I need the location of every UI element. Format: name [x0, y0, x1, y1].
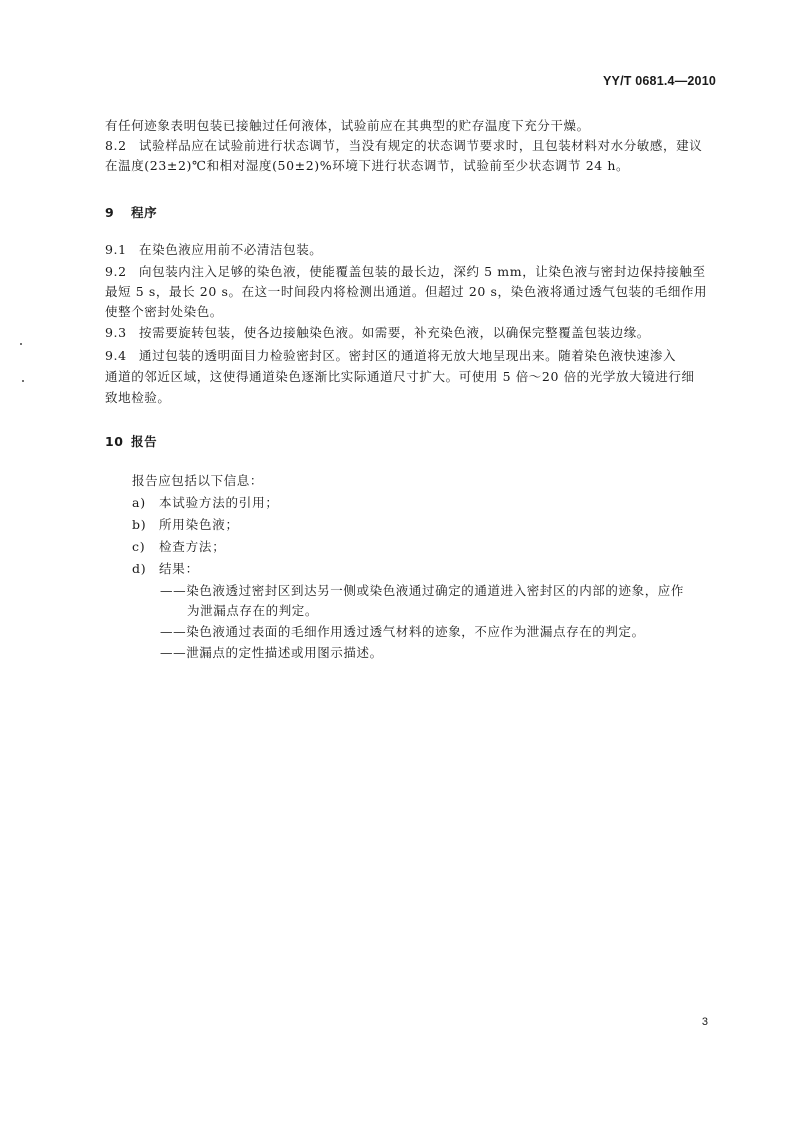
clause-number: 9.4	[105, 348, 127, 363]
list-item-text: 本试验方法的引用；	[159, 495, 279, 510]
clause-text: 试验样品应在试验前进行状态调节，当没有规定的状态调节要求时，且包装材料对水分敏感，建议	[139, 138, 703, 153]
clause-9-2	[105, 262, 717, 282]
clause-number: 9.1	[105, 242, 127, 257]
result-item: ——泄漏点的定性描述或用图示描述。	[160, 645, 383, 660]
list-item	[132, 493, 279, 513]
section-title: 报告	[131, 434, 158, 449]
clause-number: 9.2	[105, 264, 127, 279]
list-item-label: c)	[132, 539, 146, 554]
page-number: 3	[701, 1016, 708, 1028]
clause-text: 向包装内注入足够的染色液，使能覆盖包装的最长边，深约 5 mm，让染色液与密封边保持接触至	[139, 264, 706, 279]
paragraph-line: 致地检验。	[105, 390, 171, 405]
clause-9-1	[105, 240, 717, 260]
list-item-label: b)	[132, 517, 147, 532]
result-item-continuation: 为泄漏点存在的判定。	[187, 603, 319, 618]
scan-speck	[20, 343, 22, 345]
clause-9-3	[105, 323, 717, 343]
list-item-text: 检查方法；	[159, 539, 226, 554]
paragraph-line: 通道的邻近区域，这使得通道染色逐渐比实际通道尺寸扩大。可使用 5 倍～20 倍的光学放大镜进行细	[105, 369, 695, 384]
clause-text: 在染色液应用前不必清洁包装。	[139, 242, 323, 257]
clause-text: 通过包装的透明面目力检验密封区。密封区的通道将无放大地呈现出来。随着染色液快速渗入	[139, 348, 677, 363]
paragraph-line: 在温度(23±2)℃和相对湿度(50±2)%环境下进行状态调节，试验前至少状态调节 24 h。	[105, 158, 630, 173]
section-heading-10	[105, 432, 157, 450]
list-item	[132, 515, 239, 535]
clause-number: 9.3	[105, 325, 127, 340]
clause-number: 8.2	[105, 138, 127, 153]
list-item-text: 所用染色液；	[159, 517, 239, 532]
list-item-label: a)	[132, 495, 146, 510]
section-number: 10	[105, 434, 124, 449]
section-number: 9	[105, 205, 115, 220]
clause-8-2	[105, 136, 717, 156]
paragraph-line: 使整个密封处染色。	[105, 304, 223, 319]
result-item: ——染色液透过密封区到达另一侧或染色液通过确定的通道进入密封区的内部的迹象，应作	[160, 583, 685, 598]
clause-9-4	[105, 346, 717, 366]
list-item	[132, 537, 226, 557]
list-item-text: 结果：	[159, 561, 199, 576]
list-item	[132, 559, 199, 579]
list-item-label: d)	[132, 561, 147, 576]
report-intro: 报告应包括以下信息：	[132, 473, 264, 488]
paragraph-line: 最短 5 s，最长 20 s。在这一时间段内将检测出通道。但超过 20 s，染色液将通过透气包装的毛细作用	[105, 284, 708, 299]
section-title: 程序	[131, 205, 158, 220]
page-header-code: YY/T 0681.4—2010	[603, 74, 716, 88]
section-heading-9	[105, 203, 157, 221]
clause-text: 按需要旋转包装，使各边接触染色液。如需要，补充染色液，以确保完整覆盖包装边缘。	[139, 325, 650, 340]
scan-speck	[22, 380, 24, 382]
paragraph-line: 有任何迹象表明包装已接触过任何液体，试验前应在其典型的贮存温度下充分干燥。	[105, 118, 590, 133]
result-item: ——染色液通过表面的毛细作用透过透气材料的迹象，不应作为泄漏点存在的判定。	[160, 624, 645, 639]
